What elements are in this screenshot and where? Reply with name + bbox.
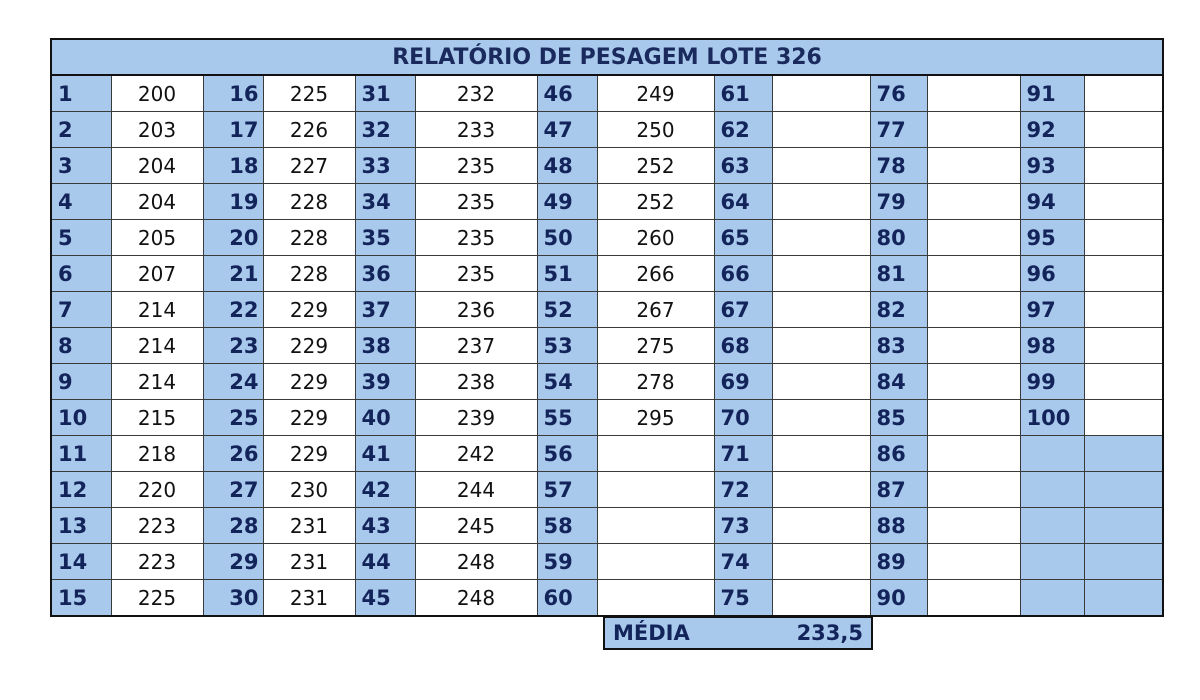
weight-value	[927, 472, 1020, 508]
table-row	[51, 75, 1163, 112]
item-number: 1	[51, 75, 111, 112]
item-number: 7	[51, 292, 111, 328]
weight-value	[772, 472, 870, 508]
table-row	[51, 220, 1163, 256]
item-number: 6	[51, 256, 111, 292]
item-number: 40	[355, 400, 415, 436]
table-row	[51, 184, 1163, 220]
weight-value: 249	[597, 75, 714, 112]
item-number: 19	[203, 184, 263, 220]
item-number: 51	[537, 256, 597, 292]
item-number: 79	[870, 184, 927, 220]
item-number: 35	[355, 220, 415, 256]
item-number: 49	[537, 184, 597, 220]
item-number: 68	[714, 328, 772, 364]
item-number: 26	[203, 436, 263, 472]
weight-value: 231	[263, 508, 355, 544]
weight-value	[1084, 364, 1163, 400]
item-number	[1020, 544, 1084, 580]
item-number: 75	[714, 580, 772, 617]
item-number: 46	[537, 75, 597, 112]
weight-value: 214	[111, 328, 203, 364]
item-number: 18	[203, 148, 263, 184]
weight-value: 233	[415, 112, 537, 148]
item-number: 91	[1020, 75, 1084, 112]
table-row	[51, 544, 1163, 580]
weight-value: 238	[415, 364, 537, 400]
average-value: 233,5	[796, 621, 863, 645]
average-box	[603, 616, 873, 650]
weight-value: 229	[263, 292, 355, 328]
weight-value	[927, 400, 1020, 436]
weight-value: 235	[415, 220, 537, 256]
item-number: 100	[1020, 400, 1084, 436]
item-number: 48	[537, 148, 597, 184]
weight-value	[927, 148, 1020, 184]
item-number: 39	[355, 364, 415, 400]
weight-value: 235	[415, 256, 537, 292]
weight-value	[1084, 75, 1163, 112]
table-row	[51, 148, 1163, 184]
weight-value: 228	[263, 184, 355, 220]
weight-value	[772, 112, 870, 148]
average-label: MÉDIA	[613, 621, 690, 645]
item-number: 72	[714, 472, 772, 508]
weighing-report-table	[50, 38, 1164, 617]
item-number: 80	[870, 220, 927, 256]
weight-value: 266	[597, 256, 714, 292]
item-number: 95	[1020, 220, 1084, 256]
weight-value	[772, 580, 870, 617]
table-row	[51, 292, 1163, 328]
item-number: 69	[714, 364, 772, 400]
item-number: 28	[203, 508, 263, 544]
table-row	[51, 256, 1163, 292]
item-number: 47	[537, 112, 597, 148]
weight-value	[1084, 328, 1163, 364]
weight-value: 214	[111, 364, 203, 400]
weight-value: 235	[415, 184, 537, 220]
weight-value	[1084, 220, 1163, 256]
weight-value	[1084, 256, 1163, 292]
weight-value	[927, 184, 1020, 220]
item-number: 3	[51, 148, 111, 184]
item-number: 81	[870, 256, 927, 292]
item-number: 16	[203, 75, 263, 112]
item-number: 2	[51, 112, 111, 148]
weight-value	[772, 544, 870, 580]
item-number: 27	[203, 472, 263, 508]
item-number: 85	[870, 400, 927, 436]
item-number: 59	[537, 544, 597, 580]
item-number: 45	[355, 580, 415, 617]
weight-value: 231	[263, 544, 355, 580]
item-number: 43	[355, 508, 415, 544]
weight-value: 230	[263, 472, 355, 508]
item-number: 50	[537, 220, 597, 256]
weight-value: 232	[415, 75, 537, 112]
weight-value: 228	[263, 256, 355, 292]
item-number: 58	[537, 508, 597, 544]
item-number: 88	[870, 508, 927, 544]
item-number: 55	[537, 400, 597, 436]
item-number: 9	[51, 364, 111, 400]
weight-value: 239	[415, 400, 537, 436]
weight-value	[1084, 400, 1163, 436]
weight-value: 235	[415, 148, 537, 184]
report-title: RELATÓRIO DE PESAGEM LOTE 326	[51, 39, 1163, 75]
weight-value	[927, 112, 1020, 148]
weight-value: 227	[263, 148, 355, 184]
weight-value: 236	[415, 292, 537, 328]
item-number	[1020, 436, 1084, 472]
weight-value: 295	[597, 400, 714, 436]
item-number: 71	[714, 436, 772, 472]
item-number: 93	[1020, 148, 1084, 184]
item-number: 42	[355, 472, 415, 508]
item-number: 61	[714, 75, 772, 112]
item-number: 63	[714, 148, 772, 184]
weight-value	[927, 508, 1020, 544]
item-number: 94	[1020, 184, 1084, 220]
item-number: 84	[870, 364, 927, 400]
weight-value: 231	[263, 580, 355, 617]
weight-value	[772, 508, 870, 544]
weight-value	[772, 256, 870, 292]
weight-value	[927, 220, 1020, 256]
item-number: 90	[870, 580, 927, 617]
weight-value: 220	[111, 472, 203, 508]
weight-value	[927, 544, 1020, 580]
weight-value	[1084, 544, 1163, 580]
weight-value: 250	[597, 112, 714, 148]
table-row	[51, 400, 1163, 436]
weight-value: 207	[111, 256, 203, 292]
weight-value: 252	[597, 148, 714, 184]
weight-value	[1084, 148, 1163, 184]
weight-value	[1084, 508, 1163, 544]
table-row	[51, 508, 1163, 544]
item-number: 92	[1020, 112, 1084, 148]
table-row	[51, 112, 1163, 148]
item-number: 41	[355, 436, 415, 472]
item-number: 60	[537, 580, 597, 617]
weight-value: 204	[111, 184, 203, 220]
weight-value	[597, 544, 714, 580]
item-number: 14	[51, 544, 111, 580]
item-number: 15	[51, 580, 111, 617]
item-number: 52	[537, 292, 597, 328]
item-number: 44	[355, 544, 415, 580]
weight-value: 252	[597, 184, 714, 220]
item-number: 12	[51, 472, 111, 508]
item-number: 86	[870, 436, 927, 472]
weight-value	[927, 256, 1020, 292]
table-row	[51, 580, 1163, 617]
weight-value: 204	[111, 148, 203, 184]
item-number: 25	[203, 400, 263, 436]
weight-value	[772, 328, 870, 364]
weight-value: 228	[263, 220, 355, 256]
weight-value: 200	[111, 75, 203, 112]
item-number: 20	[203, 220, 263, 256]
weight-value: 225	[263, 75, 355, 112]
item-number	[1020, 580, 1084, 617]
weight-value	[772, 148, 870, 184]
item-number: 76	[870, 75, 927, 112]
weight-value	[1084, 184, 1163, 220]
item-number: 56	[537, 436, 597, 472]
weight-value: 229	[263, 436, 355, 472]
item-number: 74	[714, 544, 772, 580]
weight-value: 229	[263, 364, 355, 400]
item-number: 89	[870, 544, 927, 580]
weight-value	[772, 400, 870, 436]
weight-value: 203	[111, 112, 203, 148]
weight-value: 237	[415, 328, 537, 364]
item-number: 4	[51, 184, 111, 220]
weight-value: 245	[415, 508, 537, 544]
weight-value: 215	[111, 400, 203, 436]
table-row	[51, 364, 1163, 400]
weight-value	[772, 75, 870, 112]
weight-value	[1084, 472, 1163, 508]
item-number: 96	[1020, 256, 1084, 292]
item-number: 32	[355, 112, 415, 148]
weight-value	[597, 436, 714, 472]
item-number: 17	[203, 112, 263, 148]
item-number: 10	[51, 400, 111, 436]
weight-value	[1084, 436, 1163, 472]
table-row	[51, 436, 1163, 472]
weight-value	[1084, 292, 1163, 328]
item-number: 8	[51, 328, 111, 364]
item-number: 83	[870, 328, 927, 364]
weight-value	[597, 472, 714, 508]
item-number: 67	[714, 292, 772, 328]
title-row	[51, 39, 1163, 75]
item-number: 62	[714, 112, 772, 148]
item-number: 53	[537, 328, 597, 364]
item-number: 82	[870, 292, 927, 328]
weight-value: 275	[597, 328, 714, 364]
weight-value: 223	[111, 544, 203, 580]
weight-value	[927, 292, 1020, 328]
weight-value: 229	[263, 400, 355, 436]
item-number: 87	[870, 472, 927, 508]
weight-value: 205	[111, 220, 203, 256]
item-number: 38	[355, 328, 415, 364]
item-number: 78	[870, 148, 927, 184]
weight-value	[927, 75, 1020, 112]
weight-value: 226	[263, 112, 355, 148]
item-number: 34	[355, 184, 415, 220]
item-number: 66	[714, 256, 772, 292]
item-number: 65	[714, 220, 772, 256]
weight-value	[772, 220, 870, 256]
item-number: 64	[714, 184, 772, 220]
item-number: 36	[355, 256, 415, 292]
item-number: 13	[51, 508, 111, 544]
item-number: 5	[51, 220, 111, 256]
item-number: 77	[870, 112, 927, 148]
weight-value: 225	[111, 580, 203, 617]
item-number: 11	[51, 436, 111, 472]
weight-value	[772, 184, 870, 220]
weight-value	[927, 580, 1020, 617]
weight-value: 248	[415, 544, 537, 580]
item-number: 24	[203, 364, 263, 400]
weight-value	[772, 364, 870, 400]
item-number: 97	[1020, 292, 1084, 328]
item-number: 23	[203, 328, 263, 364]
weight-value	[927, 364, 1020, 400]
item-number: 73	[714, 508, 772, 544]
item-number: 57	[537, 472, 597, 508]
weight-value: 218	[111, 436, 203, 472]
weight-value	[1084, 580, 1163, 617]
item-number: 29	[203, 544, 263, 580]
weight-value	[597, 508, 714, 544]
item-number: 99	[1020, 364, 1084, 400]
weight-value: 214	[111, 292, 203, 328]
weight-value: 278	[597, 364, 714, 400]
item-number: 31	[355, 75, 415, 112]
weight-value: 244	[415, 472, 537, 508]
weight-value	[772, 292, 870, 328]
weight-value	[1084, 112, 1163, 148]
item-number: 30	[203, 580, 263, 617]
weight-value	[927, 436, 1020, 472]
item-number: 70	[714, 400, 772, 436]
weight-value: 260	[597, 220, 714, 256]
weight-value	[927, 328, 1020, 364]
table-row	[51, 472, 1163, 508]
weight-value: 223	[111, 508, 203, 544]
weight-value: 229	[263, 328, 355, 364]
item-number: 54	[537, 364, 597, 400]
weight-value: 248	[415, 580, 537, 617]
item-number: 33	[355, 148, 415, 184]
item-number: 22	[203, 292, 263, 328]
weight-value: 267	[597, 292, 714, 328]
weight-value	[597, 580, 714, 617]
item-number: 37	[355, 292, 415, 328]
item-number	[1020, 472, 1084, 508]
table-row	[51, 328, 1163, 364]
item-number: 21	[203, 256, 263, 292]
item-number: 98	[1020, 328, 1084, 364]
weight-value	[772, 436, 870, 472]
weight-value: 242	[415, 436, 537, 472]
item-number	[1020, 508, 1084, 544]
